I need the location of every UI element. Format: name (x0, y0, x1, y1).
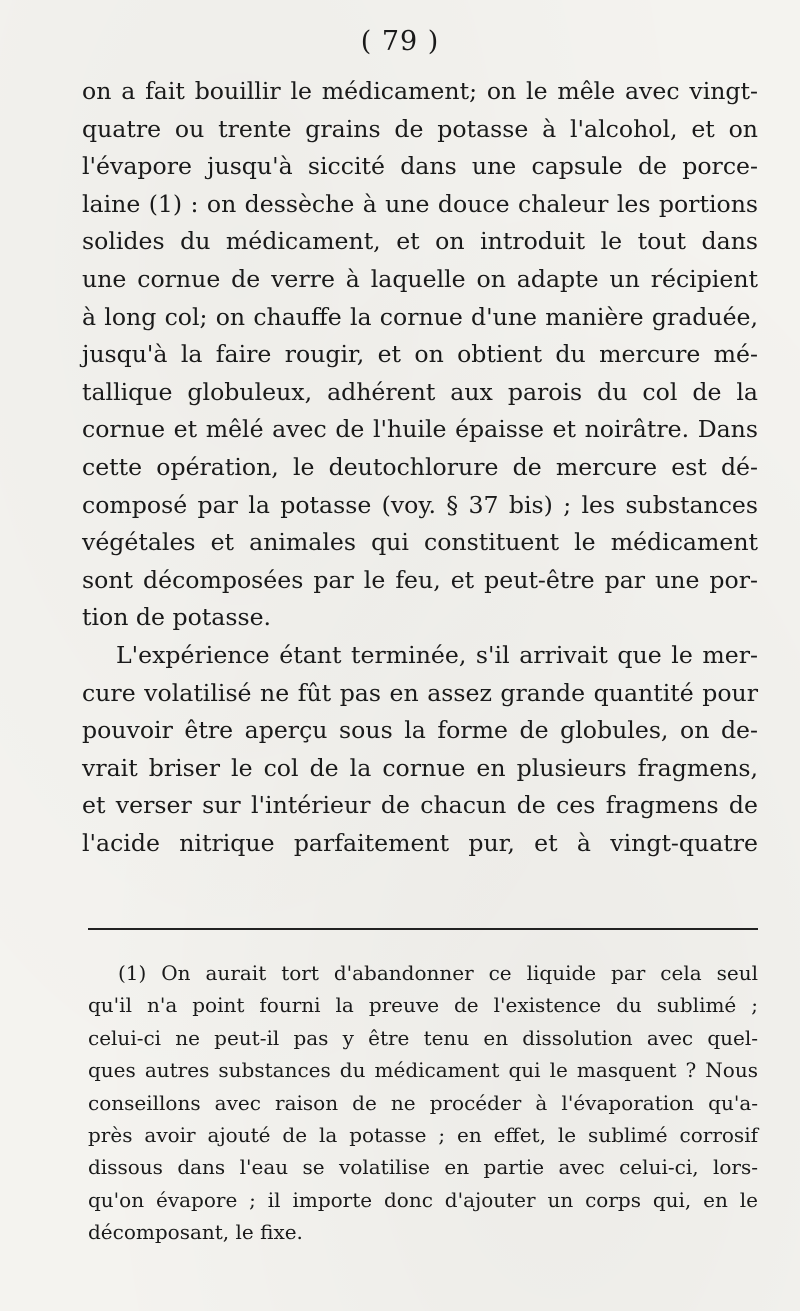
footnote-divider (88, 928, 758, 930)
text-line: L'expérience étant terminée, s'il arrivait que le mer- (116, 640, 758, 669)
text-line: végétales et animales qui constituent le médicament (82, 528, 758, 557)
text-line: laine (1) : on dessèche à une douce chaleur les portions (82, 189, 758, 218)
text-line: sont décomposées par le feu, et peut-être par une por- (82, 565, 758, 594)
text-line: et verser sur l'intérieur de chacun de ces fragmens de (82, 791, 758, 820)
text-line: jusqu'à la faire rougir, et on obtient du mercure mé- (82, 340, 758, 369)
footnote-line: ques autres substances du médicament qui le masquent ? Nous (88, 1058, 758, 1083)
text-line: cure volatilisé ne fût pas en assez grande quantité pour (82, 678, 758, 707)
footnote-line: qu'on évapore ; il importe donc d'ajouter un corps qui, en le (88, 1187, 758, 1212)
footnote-line: près avoir ajouté de la potasse ; en effet, le sublimé corrosif (88, 1122, 758, 1147)
text-line: pouvoir être aperçu sous la forme de globules, on de- (82, 716, 758, 745)
footnote-line: dissous dans l'eau se volatilise en partie avec celui-ci, lors- (88, 1155, 758, 1180)
footnote-line: conseillons avec raison de ne procéder à l'évaporation qu'a- (88, 1090, 758, 1115)
text-line: à long col; on chauffe la cornue d'une manière graduée, (82, 302, 758, 331)
text-line: composé par la potasse (voy. § 37 bis) ; les substances (82, 490, 758, 519)
text-line: l'acide nitrique parfaitement pur, et à vingt-quatre (82, 828, 758, 857)
text-line: cornue et mêlé avec de l'huile épaisse et noirâtre. Dans (82, 415, 758, 444)
footnote (88, 957, 758, 1249)
text-line: solides du médicament, et on introduit le tout dans (82, 227, 758, 256)
page-number: ( 79 ) (360, 26, 440, 57)
text-line: on a fait bouillir le médicament; on le mêle avec vingt- (82, 77, 758, 105)
text-line: tallique globuleux, adhérent aux parois du col de la (82, 377, 758, 406)
text-line: vrait briser le col de la cornue en plusieurs fragmens, (82, 753, 758, 782)
footnote-line: qu'il n'a point fourni la preuve de l'existence du sublimé ; (88, 993, 758, 1018)
footnote-line: (1) On aurait tort d'abandonner ce liquide par cela seul (118, 961, 758, 985)
text-line: cette opération, le deutochlorure de mercure est dé- (82, 452, 758, 481)
text-line: quatre ou trente grains de potasse à l'alcohol, et on (82, 114, 758, 143)
main-text (82, 73, 758, 862)
footnote-line: celui-ci ne peut-il pas y être tenu en dissolution avec quel- (88, 1025, 758, 1050)
footnote-line: décomposant, le fixe. (88, 1220, 303, 1245)
text-line: une cornue de verre à laquelle on adapte un récipient (82, 264, 758, 293)
text-line: l'évapore jusqu'à siccité dans une capsule de porce- (82, 152, 758, 181)
text-line: tion de potasse. (82, 603, 272, 632)
